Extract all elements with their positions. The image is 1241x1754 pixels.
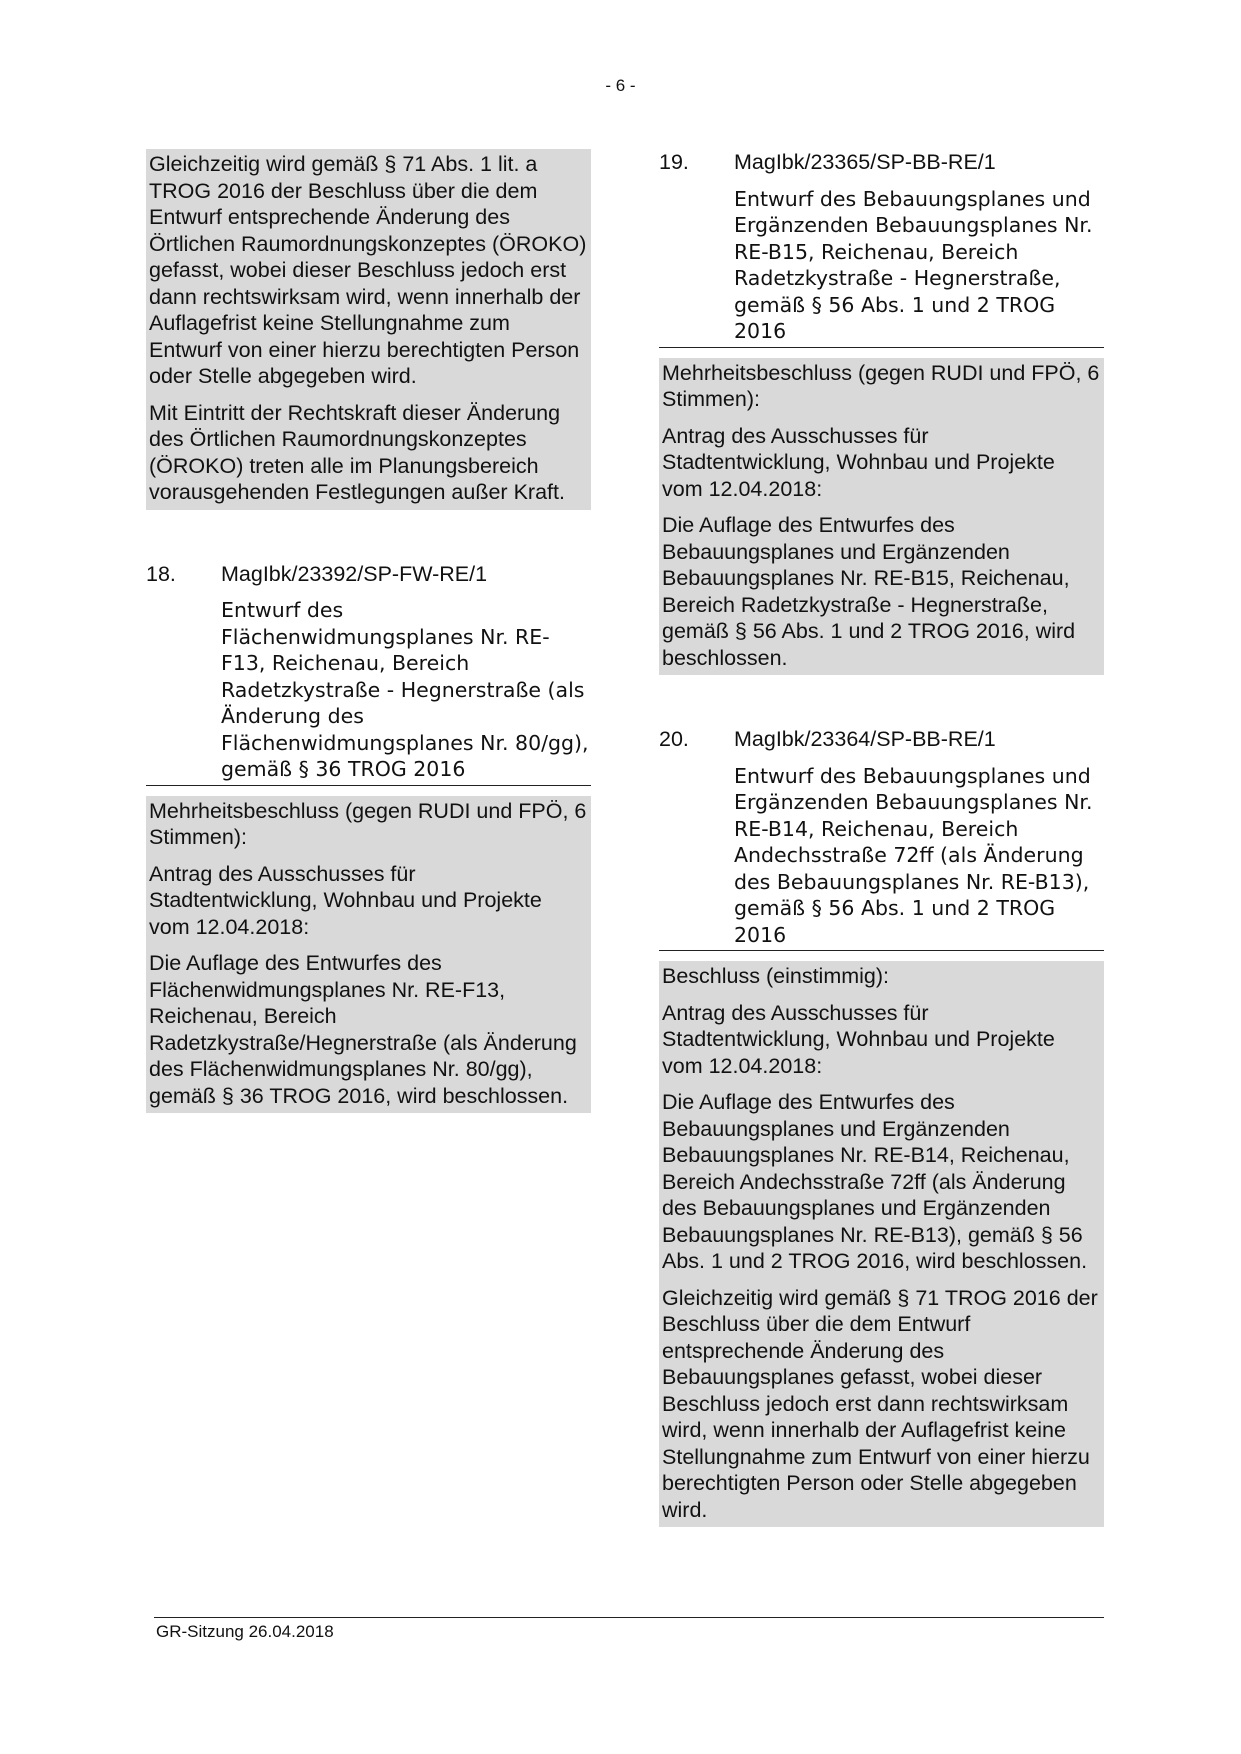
item-title: Entwurf des Bebauungsplanes und Ergänzenden Bebauungsplanes Nr. RE-B14, Reichenau, Bereich Andechsstraße 72ff (als Änderung des Bebauungsplanes Nr. RE-B13), gemäß § 56 Abs. 1 und 2 TROG 2016 bbox=[734, 763, 1093, 947]
item-number: 18. bbox=[146, 561, 176, 586]
item-number: 19. bbox=[659, 150, 689, 174]
resolution-text: Die Auflage des Entwurfes des Flächenwidmungsplanes Nr. RE-F13, Reichenau, Bereich Radetzkystraße/Hegnerstraße (als Änderung des Flächenwidmungsplanes Nr. 80/gg), gemäß § 36 TROG 2016, wird beschlossen. bbox=[149, 951, 577, 1108]
item-divider bbox=[659, 950, 1104, 951]
decision-text: Mehrheitsbeschluss (gegen RUDI und FPÖ, 6 Stimmen): bbox=[149, 798, 587, 849]
resolution-text: Die Auflage des Entwurfes des Bebauungsplanes und Ergänzenden Bebauungsplanes Nr. RE-B15, Reichenau, Bereich Radetzkystraße - Hegnerstraße, gemäß § 56 Abs. 1 und 2 TROG 2016, wird beschlossen. bbox=[662, 513, 1076, 670]
motion-text: Antrag des Ausschusses für Stadtentwicklung, Wohnbau und Projekte vom 12.04.2018: bbox=[149, 861, 542, 939]
footer-session-date: GR-Sitzung 26.04.2018 bbox=[156, 1622, 334, 1641]
agenda-item-19 bbox=[659, 149, 1104, 347]
item-reference: MagIbk/23392/SP-FW-RE/1 bbox=[221, 561, 488, 586]
item-divider bbox=[146, 785, 591, 786]
motion-text: Antrag des Ausschusses für Stadtentwicklung, Wohnbau und Projekte vom 12.04.2018: bbox=[662, 423, 1055, 501]
item-reference: MagIbk/23365/SP-BB-RE/1 bbox=[734, 150, 996, 174]
left-column bbox=[146, 149, 591, 1113]
item-number: 20. bbox=[659, 727, 689, 751]
decision-text: Mehrheitsbeschluss (gegen RUDI und FPÖ, 6 Stimmen): bbox=[662, 360, 1100, 411]
plan-change-resolution-text: Gleichzeitig wird gemäß § 71 TROG 2016 der Beschluss über die dem Entwurf entsprechende Änderung des Bebauungsplanes gefasst, wobei dieser Beschluss jedoch erst dann rechtswirksam wird, wenn innerhalb der Auflagefrist keine Stellungnahme zum Entwurf von einer hierzu berechtigten Person oder Stelle abgegeben wird. bbox=[662, 1285, 1098, 1522]
oeroko-resolution-block bbox=[146, 149, 591, 510]
decision-text: Beschluss (einstimmig): bbox=[662, 964, 889, 988]
oeroko-resolution-paragraph: Gleichzeitig wird gemäß § 71 Abs. 1 lit. a TROG 2016 der Beschluss über die dem Entwurf entsprechende Änderung des Örtlichen Raumordnungskonzeptes (ÖROKO) gefasst, wobei dieser Beschluss jedoch erst dann rechtswirksam wird, wenn innerhalb der Auflagefrist keine Stellungnahme zum Entwurf von einer hierzu berechtigten Person oder Stelle abgegeben wird. bbox=[149, 152, 587, 388]
agenda-item-20 bbox=[659, 726, 1104, 950]
item-title: Entwurf des Flächenwidmungsplanes Nr. RE-F13, Reichenau, Bereich Radetzkystraße - Hegnerstraße (als Änderung des Flächenwidmungsplanes Nr. 80/gg), gemäß § 36 TROG 2016 bbox=[221, 598, 589, 781]
agenda-item-18 bbox=[146, 561, 591, 785]
right-column bbox=[659, 149, 1104, 1527]
page-number: - 6 - bbox=[605, 76, 636, 95]
item-divider bbox=[659, 347, 1104, 348]
item-reference: MagIbk/23364/SP-BB-RE/1 bbox=[734, 727, 996, 751]
item-20-resolution-block bbox=[659, 961, 1104, 1527]
item-19-resolution-block bbox=[659, 358, 1104, 676]
item-title: Entwurf des Bebauungsplanes und Ergänzenden Bebauungsplanes Nr. RE-B15, Reichenau, Bereich Radetzkystraße - Hegnerstraße, gemäß § 56 Abs. 1 und 2 TROG 2016 bbox=[734, 186, 1093, 343]
resolution-text: Die Auflage des Entwurfes des Bebauungsplanes und Ergänzenden Bebauungsplanes Nr. RE-B14, Reichenau, Bereich Andechsstraße 72ff (als Änderung des Bebauungsplanes und Ergänzenden Bebauungsplanes Nr. RE-B13), gemäß § 56 Abs. 1 und 2 TROG 2016, wird beschlossen. bbox=[662, 1090, 1088, 1273]
footer-divider bbox=[154, 1617, 1104, 1618]
motion-text: Antrag des Ausschusses für Stadtentwicklung, Wohnbau und Projekte vom 12.04.2018: bbox=[662, 1000, 1055, 1078]
item-18-resolution-block bbox=[146, 796, 591, 1114]
legal-force-paragraph: Mit Eintritt der Rechtskraft dieser Änderung des Örtlichen Raumordnungskonzeptes (ÖROKO) treten alle im Planungsbereich vorausgehenden Festlegungen außer Kraft. bbox=[149, 400, 565, 504]
